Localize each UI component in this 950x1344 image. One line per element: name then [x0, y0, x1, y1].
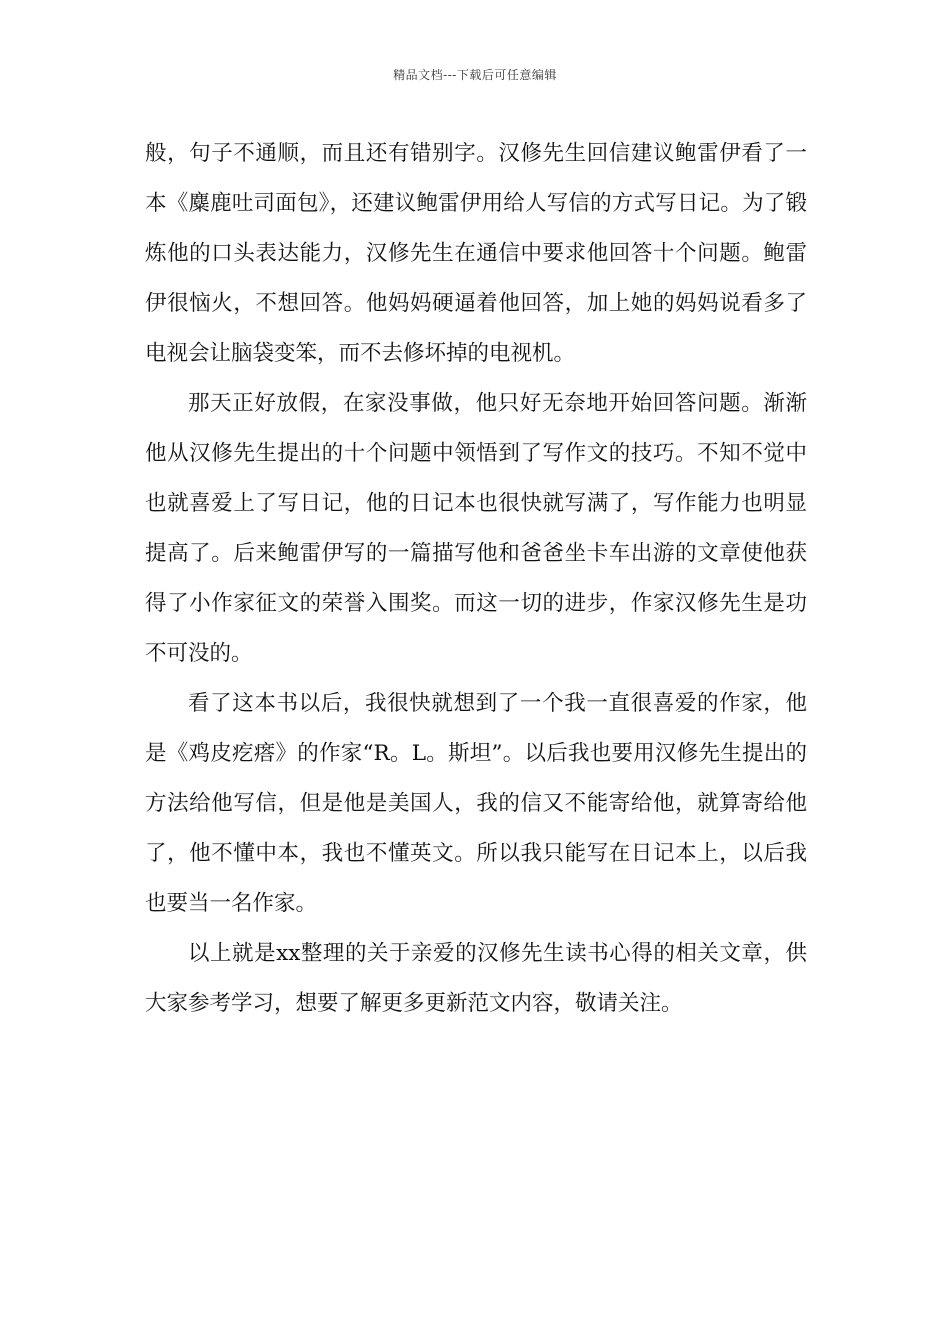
- paragraph-1: 般，句子不通顺，而且还有错别字。汉修先生回信建议鲍雷伊看了一本《麋鹿吐司面包》，还建议鲍雷伊用给人写信的方式写日记。为了锻炼他的口头表达能力，汉修先生在通信中要求他回答十个问题。鲍雷伊很恼火，不想回答。他妈妈硬逼着他回答，加上她的妈妈说看多了电视会让脑袋变笨，而不去修坏掉的电视机。: [145, 141, 807, 366]
- paragraph-3: 看了这本书以后，我很快就想到了一个我一直很喜爱的作家，他是《鸡皮疙瘩》的作家“R。L。斯坦”。以后我也要用汉修先生提出的方法给他写信，但是他是美国人，我的信又不能寄给他，就算寄给他了，他不懂中本，我也不懂英文。所以我只能写在日记本上，以后我也要当一名作家。: [145, 691, 807, 916]
- paragraph-2: 那天正好放假，在家没事做，他只好无奈地开始回答问题。渐渐他从汉修先生提出的十个问题中领悟到了写作文的技巧。不知不觉中也就喜爱上了写日记，他的日记本也很快就写满了，写作能力也明显提高了。后来鲍雷伊写的一篇描写他和爸爸坐卡车出游的文章使他获得了小作家征文的荣誉入围奖。而这一切的进步，作家汉修先生是功不可没的。: [145, 391, 807, 666]
- paragraph-4: 以上就是xx整理的关于亲爱的汉修先生读书心得的相关文章，供大家参考学习，想要了解更多更新范文内容，敬请关注。: [145, 941, 807, 1016]
- page-header: 精品文档---下载后可任意编辑: [393, 68, 557, 82]
- document-body: [145, 129, 807, 1029]
